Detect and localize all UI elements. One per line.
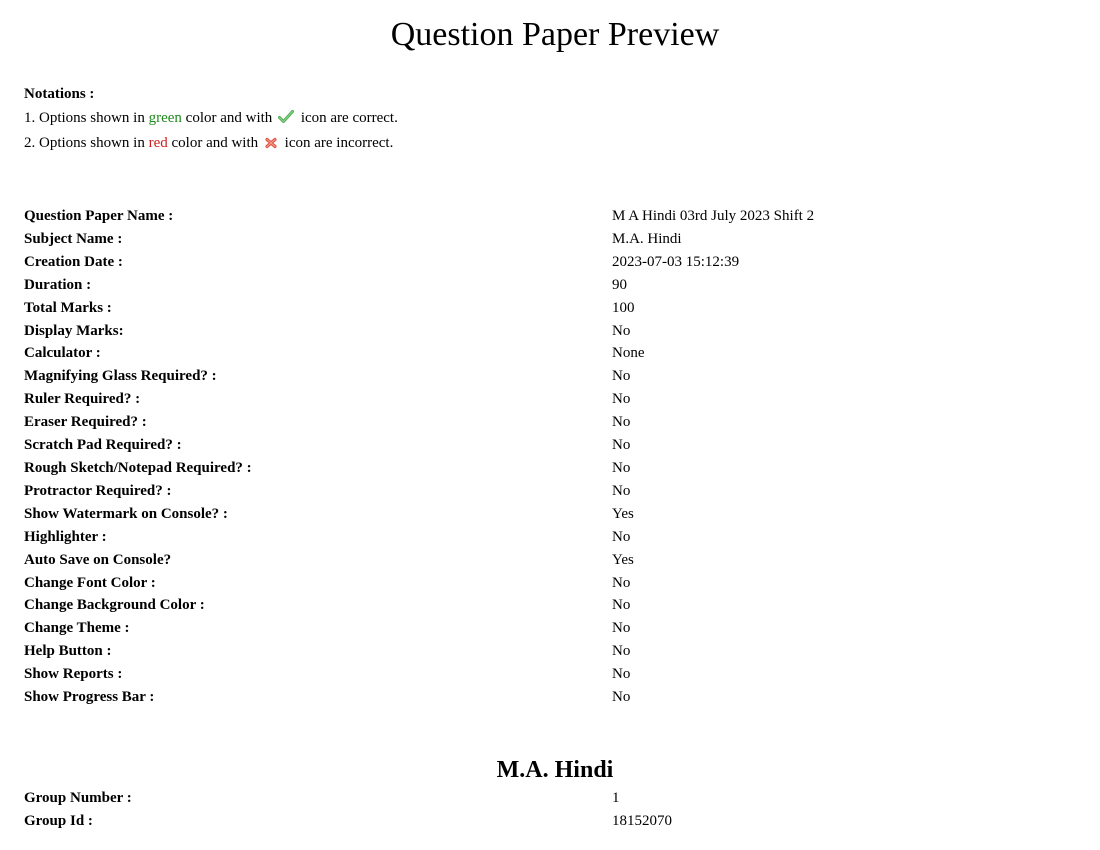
property-label: Highlighter :	[24, 528, 107, 545]
property-label: Question Paper Name :	[24, 208, 174, 224]
property-value: No	[612, 597, 631, 614]
property-row-group-id	[24, 810, 1024, 833]
property-row	[24, 228, 1024, 251]
property-value: No	[612, 643, 631, 660]
property-label: Group Id :	[24, 813, 93, 829]
property-value: No	[612, 574, 631, 591]
property-label: Show Watermark on Console? :	[24, 505, 228, 522]
property-row	[24, 594, 1024, 617]
page-title: Question Paper Preview	[390, 16, 720, 53]
property-row	[24, 503, 1024, 526]
property-label: Auto Save on Console?	[24, 551, 172, 568]
question-paper-properties	[24, 205, 1024, 709]
property-value: No	[612, 368, 631, 385]
property-label: Duration :	[24, 276, 92, 293]
property-value: No	[612, 528, 631, 545]
property-value: No	[612, 391, 631, 408]
property-label: Change Background Color :	[24, 597, 205, 614]
property-label: Subject Name :	[24, 230, 123, 247]
property-label: Group Number :	[24, 790, 132, 806]
property-value: No	[612, 322, 631, 339]
property-row	[24, 434, 1024, 457]
property-row-group-number	[24, 787, 1024, 810]
notation-text: 1. Options shown in	[24, 110, 149, 126]
property-row	[24, 251, 1024, 274]
property-label: Eraser Required? :	[24, 414, 147, 431]
property-row	[24, 480, 1024, 503]
property-value: M A Hindi 03rd July 2023 Shift 2	[612, 208, 815, 224]
green-word: green	[148, 110, 182, 126]
section-title: M.A. Hindi	[496, 757, 614, 783]
property-label: Change Font Color :	[24, 574, 156, 591]
property-value: None	[612, 345, 645, 362]
property-label: Display Marks:	[24, 322, 124, 339]
property-label: Show Progress Bar :	[24, 689, 155, 706]
notation-text: color and with	[167, 135, 262, 151]
property-value: M.A. Hindi	[612, 230, 682, 247]
property-row	[24, 640, 1024, 663]
property-row	[24, 686, 1024, 709]
notation-text: 2. Options shown in	[24, 135, 149, 151]
property-row	[24, 342, 1024, 365]
property-value: No	[612, 482, 631, 499]
property-row	[24, 526, 1024, 549]
property-row	[24, 663, 1024, 686]
property-label: Calculator :	[24, 345, 101, 362]
property-label: Rough Sketch/Notepad Required? :	[24, 459, 252, 476]
property-value: 2023-07-03 15:12:39	[612, 253, 740, 270]
property-label: Protractor Required? :	[24, 482, 172, 499]
property-label: Magnifying Glass Required? :	[24, 368, 217, 385]
notation-text: icon are incorrect.	[280, 135, 394, 151]
property-value: No	[612, 689, 631, 706]
property-row	[24, 205, 1024, 228]
property-label: Creation Date :	[24, 253, 123, 270]
property-value: 90	[612, 276, 627, 293]
notation-correct	[24, 107, 398, 132]
property-row	[24, 617, 1024, 640]
property-value: 18152070	[612, 813, 672, 829]
checkmark-icon	[278, 109, 294, 132]
property-row	[24, 457, 1024, 480]
property-label: Help Button :	[24, 643, 112, 660]
property-row	[24, 572, 1024, 595]
property-value: No	[612, 620, 631, 637]
property-value: Yes	[612, 505, 634, 522]
property-label: Show Reports :	[24, 666, 123, 683]
property-value: No	[612, 437, 631, 454]
property-row	[24, 411, 1024, 434]
property-value: Yes	[612, 551, 634, 568]
notation-text: color and with	[181, 110, 277, 126]
notations-block	[24, 83, 398, 157]
property-value: No	[612, 666, 631, 683]
property-value: No	[612, 414, 631, 431]
property-label: Scratch Pad Required? :	[24, 437, 182, 454]
property-row	[24, 365, 1024, 388]
property-label: Ruler Required? :	[24, 391, 141, 408]
property-label: Total Marks :	[24, 299, 112, 316]
cross-icon	[264, 134, 278, 157]
property-row	[24, 320, 1024, 343]
group-info	[24, 787, 1024, 833]
property-row	[24, 274, 1024, 297]
property-row	[24, 297, 1024, 320]
property-label: Change Theme :	[24, 620, 130, 637]
property-row	[24, 388, 1024, 411]
red-word: red	[148, 135, 168, 151]
property-value: 100	[612, 299, 635, 316]
notations-heading: Notations :	[24, 86, 95, 102]
property-row	[24, 549, 1024, 572]
notation-incorrect	[24, 132, 398, 157]
property-value: No	[612, 459, 631, 476]
property-value: 1	[612, 790, 620, 806]
notation-text: icon are correct.	[297, 110, 398, 126]
